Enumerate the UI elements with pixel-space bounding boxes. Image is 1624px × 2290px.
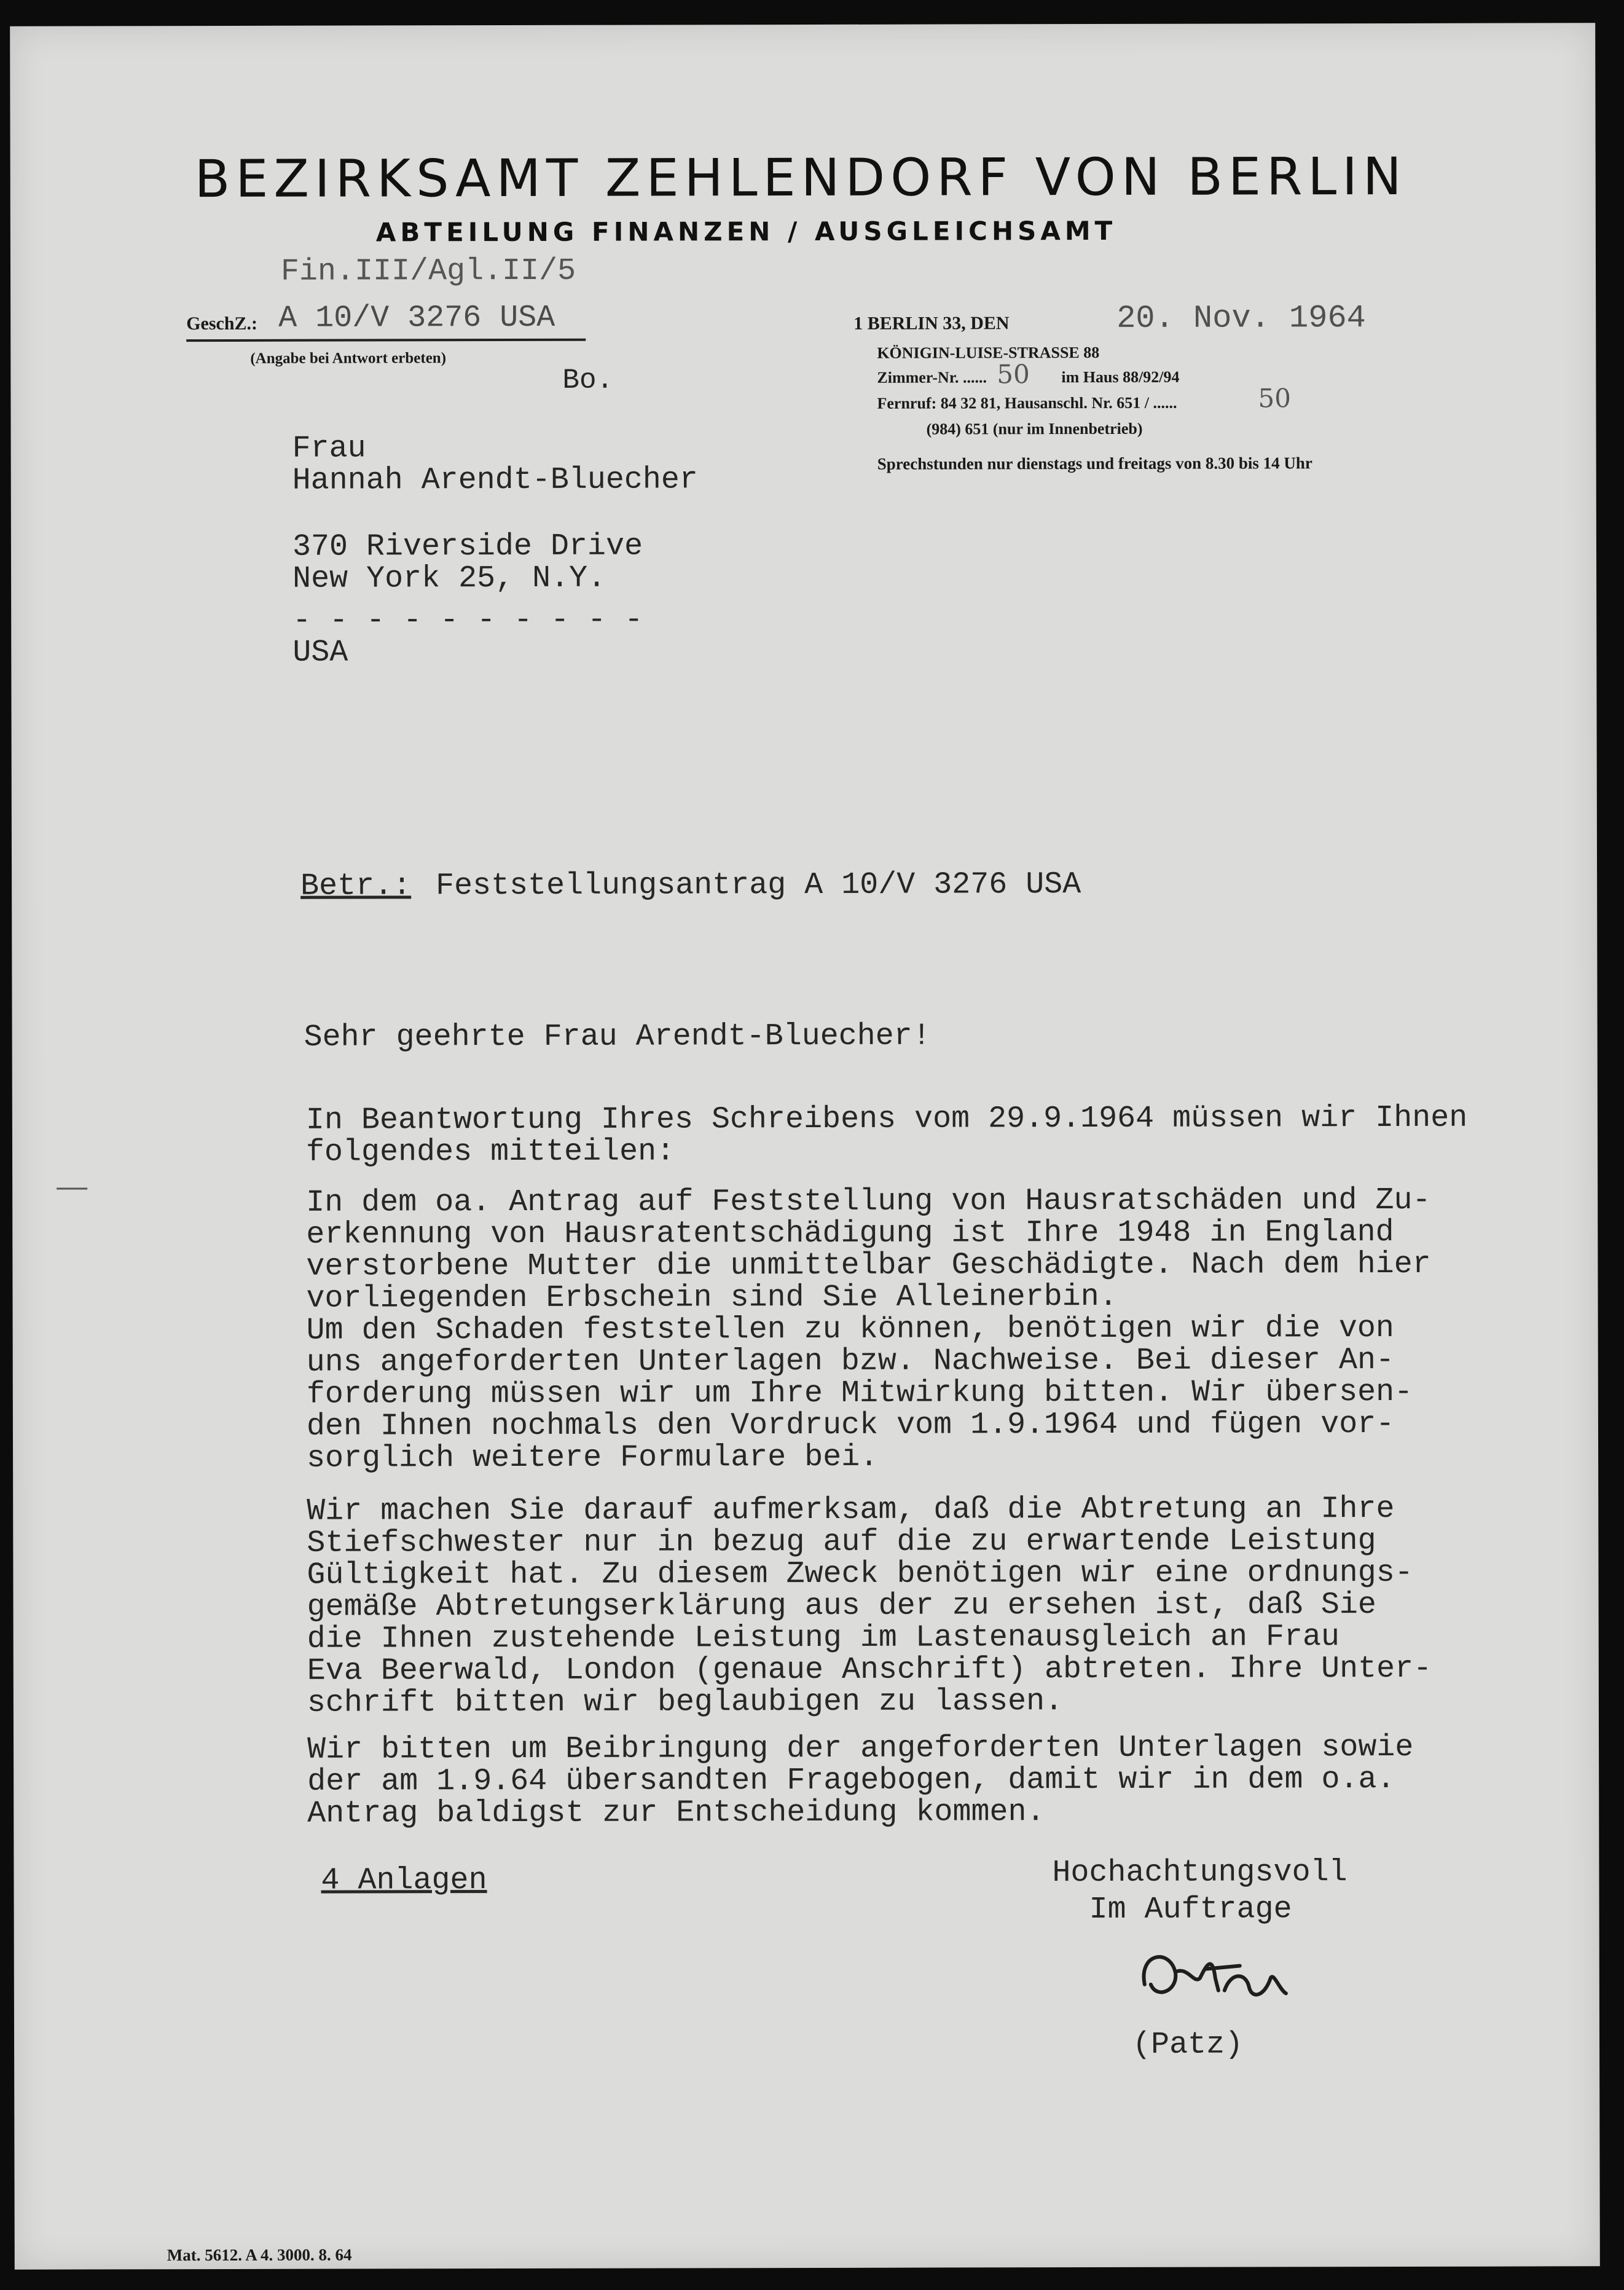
department-subtitle: ABTEILUNG FINANZEN / AUSGLEICHSAMT [375, 215, 1117, 248]
reference-label: GeschZ.: [186, 313, 258, 334]
paragraph-4: Wir bitten um Beibringung der angeforderten Unterlagen sowie der am 1.9.64 übersandten Fragebogen, damit wir in dem o.a. Antrag baldigst zur Entscheidung kommen. [307, 1729, 1414, 1832]
paragraph-3: Wir machen Sie darauf aufmerksam, daß die Abtretung an Ihre Stiefschwester nur in bezug auf die zu erwartende Leistung Gültigkeit hat. Zu diesem Zweck benötigen wir eine ordnungs- gemäße Abtretungserklärung aus der zu ersehen ist, daß Sie die Ihnen zustehende Leistung im Lastenausgleich an Frau Eva Beerwald, London (genaue Anschrift) abtreten. Ihre Unter- schrift bitten wir beglaubigen zu lassen. [307, 1491, 1432, 1721]
house-label: im Haus 88/92/94 [1061, 368, 1180, 387]
handwritten-signature [1132, 1941, 1292, 2009]
recipient-salutation: Frau [292, 431, 366, 466]
recipient-name: Hannah Arendt-Bluecher [292, 462, 698, 498]
letter-date: 20. Nov. 1964 [1116, 300, 1366, 337]
paragraph-2: In dem oa. Antrag auf Feststellung von Hausratschäden und Zu- erkennung von Hausratentschädigung ist Ihre 1948 in England verstorbene Mutter die unmittelbar Geschädigte. Nach dem hier vorliegenden Erbschein sind Sie Alleinerbin. Um den Schaden feststellen zu können, benötigen wir die von uns angeforderten Unterlagen bzw. Nachweise. Bei dieser An- forderung müssen wir um Ihre Mitwirkung bitten. Wir übersen- den Ihnen nochmals den Vordruck vom 1.9.1964 und fügen vor- sorglich weitere Formulare bei. [306, 1182, 1431, 1476]
enclosures: 4 Anlagen [321, 1863, 487, 1898]
margin-fold-mark [57, 1187, 87, 1189]
subject-text: Feststellungsantrag A 10/V 3276 USA [436, 867, 1081, 904]
typist-initials: Bo. [562, 364, 614, 396]
closing-formula: Hochachtungsvoll [1052, 1855, 1347, 1891]
recipient-country: USA [292, 635, 348, 671]
room-label: Zimmer-Nr. ...... [877, 368, 987, 387]
reference-hint: (Angabe bei Antwort erbeten) [250, 350, 447, 367]
subject-label: Betr.: [300, 868, 412, 904]
office-street: KÖNIGIN-LUISE-STRASSE 88 [877, 343, 1100, 362]
phone-label: Fernruf: 84 32 81, Hausanschl. Nr. 651 / ...... [877, 393, 1177, 412]
room-number: 50 [997, 359, 1030, 390]
address-separator: - - - - - - - - - - [292, 602, 643, 639]
phone-internal: (984) 651 (nur im Innenbetrieb) [926, 419, 1143, 438]
paragraph-1: In Beantwortung Ihres Schreibens vom 29.9.1964 müssen wir Ihnen folgendes mitteilen: [305, 1100, 1468, 1170]
form-number: Mat. 5612. A 4. 3000. 8. 64 [167, 2245, 352, 2265]
city-prefix: 1 BERLIN 33, DEN [853, 313, 1010, 334]
reference-number: A 10/V 3276 USA [278, 300, 555, 336]
closing-on-behalf: Im Auftrage [1089, 1892, 1292, 1928]
reference-underline [186, 339, 586, 342]
signer-name: (Patz) [1132, 2027, 1244, 2063]
phone-extension: 50 [1258, 383, 1291, 414]
recipient-street: 370 Riverside Drive [292, 529, 643, 565]
letter-page [10, 23, 1600, 2269]
salutation: Sehr geehrte Frau Arendt-Bluecher! [304, 1018, 931, 1055]
office-hours: Sprechstunden nur dienstags und freitags von 8.30 bis 14 Uhr [877, 454, 1312, 473]
internal-reference: Fin.III/Agl.II/5 [280, 253, 576, 289]
office-title: BEZIRKSAMT ZEHLENDORF VON BERLIN [194, 146, 1407, 210]
recipient-city: New York 25, N.Y. [292, 561, 606, 597]
